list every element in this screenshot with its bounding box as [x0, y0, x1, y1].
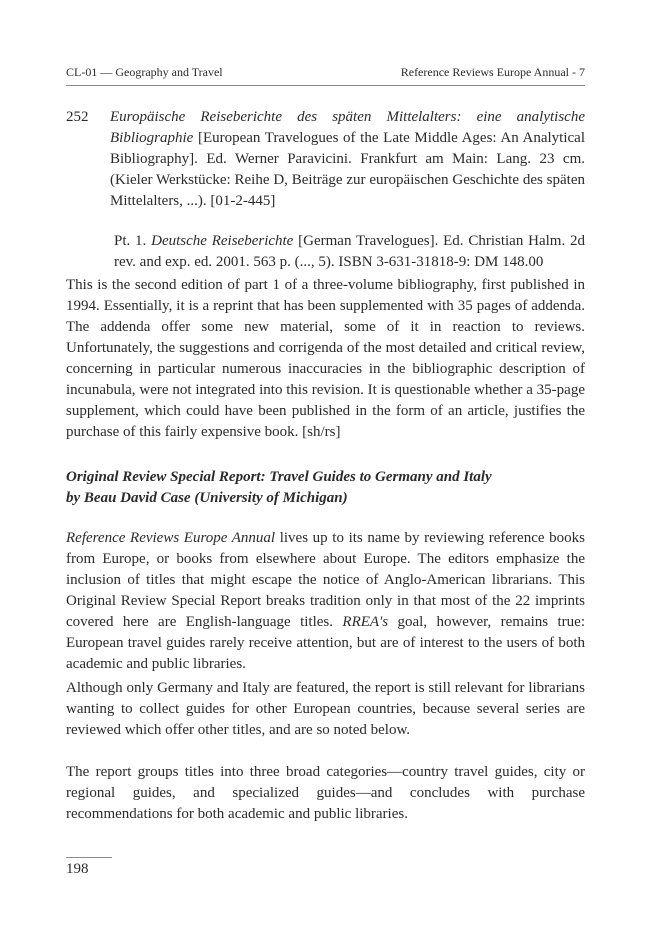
running-head: [66, 62, 585, 82]
report-paragraph-intro: [66, 528, 585, 675]
footer-divider: [66, 857, 112, 858]
page-number: 198: [66, 861, 89, 877]
entry-number: 252: [66, 109, 89, 125]
report-paragraph-scope: Although only Germany and Italy are featured, the report is still relevant for librarians wanting to collect guides for other European countries, because several series are reviewed which offer other titles, and are so noted below.: [66, 680, 585, 738]
report-paragraph-structure: The report groups titles into three broad categories—country travel guides, city or regional guides, and specialized guides—and concludes with purchase recommendations for both academic and public libraries.: [66, 764, 585, 822]
journal-title: Reference Reviews Europe Annual: [66, 530, 276, 546]
journal-abbrev: RREA's: [342, 614, 389, 630]
entry-citation: [110, 107, 585, 212]
special-report-byline: by Beau David Case (University of Michigan): [66, 490, 348, 506]
part-title: Deutsche Reiseberichte: [151, 233, 294, 249]
special-report-heading: [66, 467, 585, 509]
entry-part-citation: [114, 231, 585, 273]
entry-title: Europäische Reiseberichte des späten Mittelalters: eine analytische Bibliographie: [110, 109, 585, 146]
header-divider: [66, 85, 585, 86]
intro-text-a: lives up to its name by reviewing reference books from Europe, or books from elsewhere about Europe. The editors emphasize the inclusion of titles that might escape the notice of Anglo-American librarians. This Original Review Special Report breaks tradition only in that most of the 22 imprints covered here are English-language titles.: [66, 530, 585, 630]
part-text: [German Travelogues]. Ed. Christian Halm. 2d rev. and exp. ed. 2001. 563 p. (..., 5). ISBN 3-631-31818-9: DM 148.00: [114, 233, 585, 270]
entry-bibliographic-text: [European Travelogues of the Late Middle Ages: An Analytical Bibliography]. Ed. Werner Paravicini. Frankfurt am Main: Lang. 23 cm. (Kieler Werkstücke: Reihe D, Beiträge zur europäischen Geschichte des späten Mittelalters, ...). [01-2-445]: [110, 130, 586, 209]
running-head-section: CL-01 — Geography and Travel: [66, 65, 223, 79]
part-prefix: Pt. 1.: [114, 233, 147, 249]
review-paragraph: This is the second edition of part 1 of a three-volume bibliography, first published in 1994. Essentially, it is a reprint that has been supplemented with 35 pages of addenda. The addenda offer some new material, some of it in reaction to reviews. Unfortunately, the suggestions and corrigenda of the most detailed and critical review, concerning in particular numerous inaccuracies in the bibliographic description of incunabula, were not integrated into this revision. It is questionable whether a 35-page supplement, which could have been published in the form of an article, justifies the purchase of this fairly expensive book. [sh/rs]: [66, 277, 585, 440]
intro-text-b: goal, however, remains true: European travel guides rarely receive attention, but are of interest to the users of both academic and public libraries.: [66, 614, 585, 672]
running-head-publication: Reference Reviews Europe Annual - 7: [400, 65, 585, 79]
bibliography-entry: [66, 107, 585, 273]
special-report-title: Original Review Special Report: Travel Guides to Germany and Italy: [66, 469, 492, 485]
